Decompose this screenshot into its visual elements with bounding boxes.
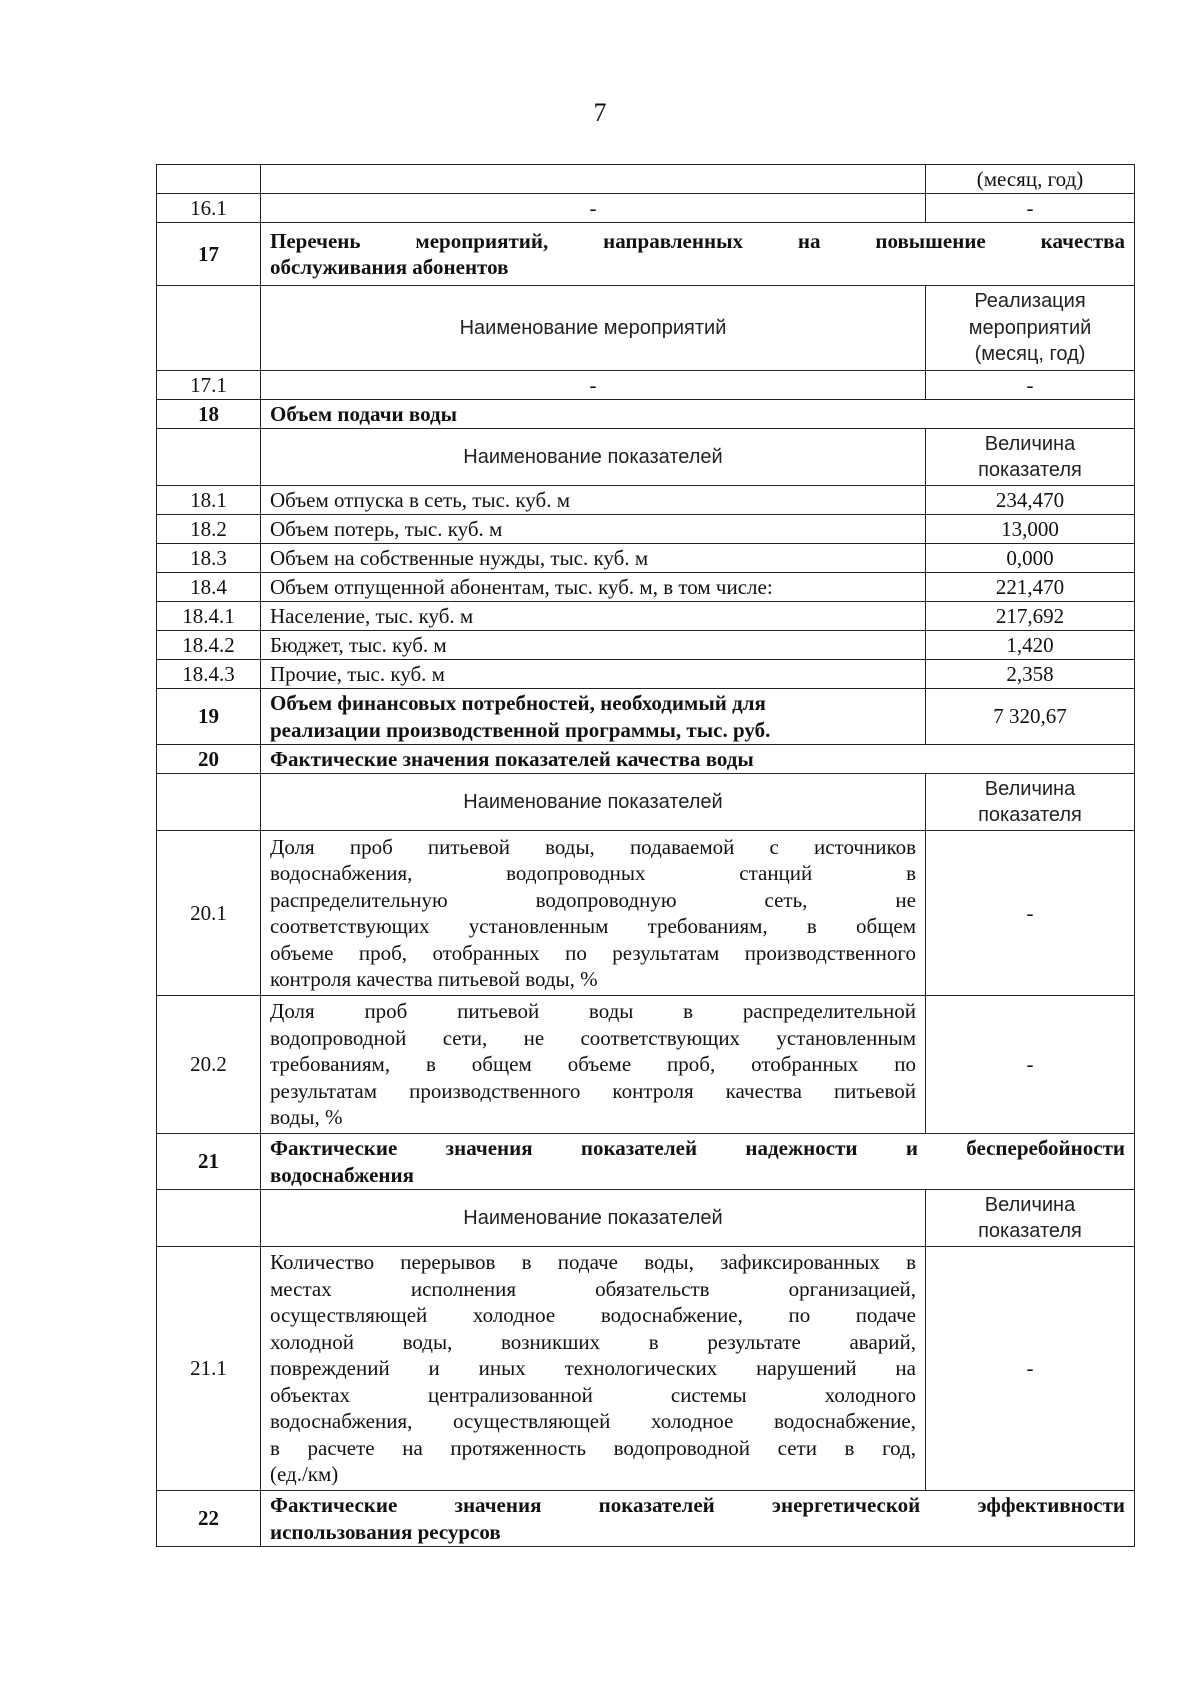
table-row (157, 515, 1135, 544)
row-name: Объем отпуска в сеть, тыс. куб. м (261, 486, 926, 515)
row-value: - (926, 371, 1135, 400)
section-number: 20 (157, 745, 261, 774)
value-header-line: (месяц, год) (974, 343, 1086, 366)
production-program-table (156, 164, 1135, 1547)
row-name: Прочие, тыс. куб. м (261, 660, 926, 689)
row-number: 18.4.1 (157, 602, 261, 631)
section-title: Объем подачи воды (261, 400, 1135, 429)
table-row (157, 831, 1135, 996)
text-line: воды, % (270, 1105, 343, 1130)
row-value: 0,000 (926, 544, 1135, 573)
row-value: - (926, 996, 1135, 1134)
row-number: 18.4 (157, 573, 261, 602)
text-line: холодной воды, возникших в результате аварий, (270, 1329, 916, 1354)
row-name: Объем на собственные нужды, тыс. куб. м (261, 544, 926, 573)
table-row (157, 165, 1135, 194)
row-number: 17.1 (157, 371, 261, 400)
value-header-line: Величина (984, 432, 1076, 455)
row-value: - (926, 194, 1135, 223)
value-header-line: показателя (978, 1220, 1082, 1242)
name-header: Наименование мероприятий (261, 286, 926, 371)
number-cell (157, 774, 261, 831)
section-number: 18 (157, 400, 261, 429)
table-row (157, 1247, 1135, 1491)
table-row (157, 573, 1135, 602)
number-cell (157, 1190, 261, 1247)
text-line: объеме проб, отобранных по результатам производственного (270, 940, 916, 965)
text-line: осуществляющей холодное водоснабжение, по подаче (270, 1303, 916, 1328)
row-value: 221,470 (926, 573, 1135, 602)
text-line: водопроводной сети, не соответствующих установленным (270, 1025, 916, 1050)
section-title-line: реализации производственной программы, тыс. руб. (270, 717, 771, 742)
column-header-row (157, 1190, 1135, 1247)
value-header (926, 286, 1135, 371)
row-name (261, 831, 926, 996)
row-number: 18.2 (157, 515, 261, 544)
text-line: (ед./км) (270, 1462, 339, 1487)
row-value: 2,358 (926, 660, 1135, 689)
row-name: Объем потерь, тыс. куб. м (261, 515, 926, 544)
row-number: 18.3 (157, 544, 261, 573)
text-line: местах исполнения обязательств организацией, (270, 1276, 916, 1301)
value-header-line: Реализация (974, 290, 1086, 313)
number-cell (157, 165, 261, 194)
row-name (261, 996, 926, 1134)
table-row (157, 371, 1135, 400)
section-title-line: Объем финансовых потребностей, необходимый для (270, 691, 766, 715)
section-title (261, 223, 1135, 286)
number-cell (157, 429, 261, 486)
section-number: 21 (157, 1134, 261, 1190)
value-header-line: Величина (984, 1193, 1076, 1216)
value-header-line: Величина (984, 777, 1076, 800)
row-number: 20.2 (157, 996, 261, 1134)
section-title-line: обслуживания абонентов (270, 255, 509, 279)
value-header (926, 429, 1135, 486)
number-cell (157, 286, 261, 371)
column-header-row (157, 286, 1135, 371)
value-header (926, 1190, 1135, 1247)
section-title-line: водоснабжения (270, 1162, 414, 1187)
section-title-line: Перечень мероприятий, направленных на повышение качества (270, 228, 1125, 253)
value-header-line: показателя (978, 804, 1082, 826)
section-row (157, 1134, 1135, 1190)
section-title-line: использования ресурсов (270, 1519, 501, 1544)
text-line: Количество перерывов в подаче воды, зафиксированных в (270, 1250, 916, 1275)
section-title: Фактические значения показателей качества воды (261, 745, 1135, 774)
table-row (157, 631, 1135, 660)
text-line: требованиям, в общем объеме проб, отобранных по (270, 1052, 916, 1077)
name-header: Наименование показателей (261, 1190, 926, 1247)
row-number: 18.4.2 (157, 631, 261, 660)
page-number: 7 (593, 98, 607, 127)
text-line: в расчете на протяженность водопроводной сети в год, (270, 1435, 916, 1460)
text-line: соответствующих установленным требованиям, в общем (270, 914, 916, 938)
section-title (261, 1134, 1135, 1190)
table-row (157, 544, 1135, 573)
row-value: - (926, 1247, 1135, 1491)
row-value: 7 320,67 (926, 689, 1135, 745)
row-number: 16.1 (157, 194, 261, 223)
text-line: распределительную водопроводную сеть, не (270, 887, 916, 912)
row-name: Бюджет, тыс. куб. м (261, 631, 926, 660)
table-row (157, 486, 1135, 515)
name-header: Наименование показателей (261, 429, 926, 486)
text-line: контроля качества питьевой воды, % (270, 967, 598, 991)
section-row (157, 689, 1135, 745)
row-number: 18.1 (157, 486, 261, 515)
section-number: 22 (157, 1491, 261, 1547)
row-name: Объем отпущенной абонентам, тыс. куб. м, в том числе: (261, 573, 926, 602)
row-number: 21.1 (157, 1247, 261, 1491)
text-line: объектах централизованной системы холодного (270, 1382, 916, 1407)
text-line: результатам производственного контроля качества питьевой (270, 1078, 916, 1103)
text-line: Доля проб питьевой воды, подаваемой с источников (270, 834, 916, 859)
section-title-line: Фактические значения показателей энергетической эффективности (270, 1493, 1125, 1517)
name-cell (261, 165, 926, 194)
section-title (261, 1491, 1135, 1547)
section-row (157, 1491, 1135, 1547)
text-line: Доля проб питьевой воды в распределительной (270, 999, 916, 1024)
row-value: 234,470 (926, 486, 1135, 515)
row-name: - (261, 194, 926, 223)
table-row (157, 194, 1135, 223)
value-header (926, 774, 1135, 831)
row-number: 20.1 (157, 831, 261, 996)
row-name (261, 1247, 926, 1491)
row-number: 18.4.3 (157, 660, 261, 689)
table-row (157, 996, 1135, 1134)
section-number: 17 (157, 223, 261, 286)
row-name: Население, тыс. куб. м (261, 602, 926, 631)
value-header-line: показателя (978, 459, 1082, 481)
value-header-line: мероприятий (968, 316, 1092, 339)
text-line: повреждений и иных технологических нарушений на (270, 1356, 916, 1381)
table-row (157, 660, 1135, 689)
name-header: Наименование показателей (261, 774, 926, 831)
section-title-line: Фактические значения показателей надежности и бесперебойности (270, 1136, 1125, 1160)
row-value: 13,000 (926, 515, 1135, 544)
row-value: - (926, 831, 1135, 996)
text-line: водоснабжения, водопроводных станций в (270, 861, 916, 885)
table-row (157, 602, 1135, 631)
section-row (157, 400, 1135, 429)
section-number: 19 (157, 689, 261, 745)
period-header: (месяц, год) (926, 165, 1135, 194)
section-row (157, 745, 1135, 774)
row-value: 1,420 (926, 631, 1135, 660)
row-value: 217,692 (926, 602, 1135, 631)
column-header-row (157, 429, 1135, 486)
row-name: - (261, 371, 926, 400)
column-header-row (157, 774, 1135, 831)
section-row (157, 223, 1135, 286)
section-title (261, 689, 926, 745)
text-line: водоснабжения, осуществляющей холодное водоснабжение, (270, 1409, 916, 1434)
